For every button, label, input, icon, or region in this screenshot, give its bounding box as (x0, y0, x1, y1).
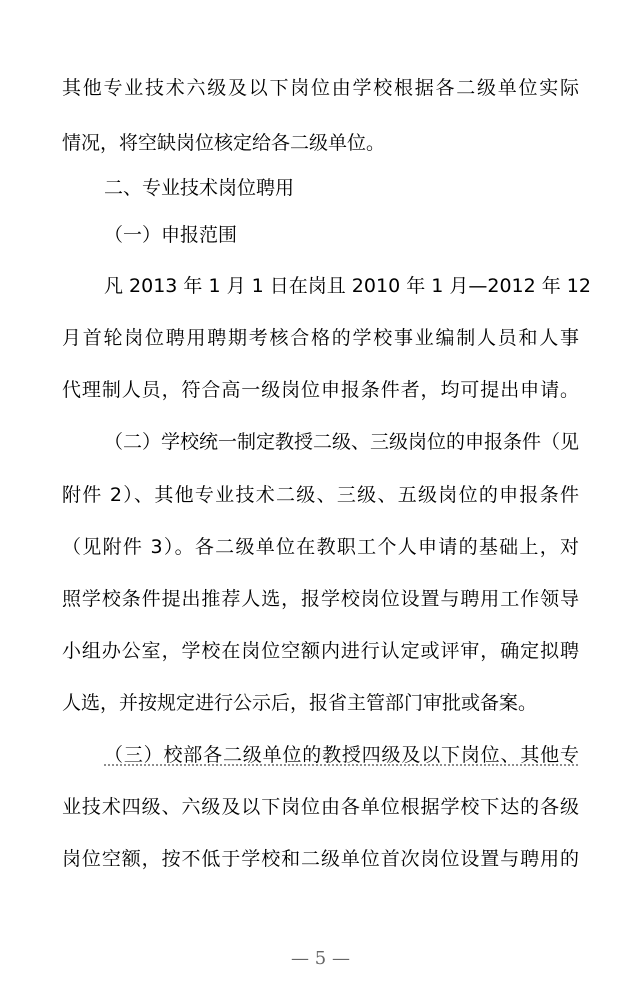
paragraph-line-10: （见附件 3）。各二级单位在教职工个人申请的基础上，对 (62, 536, 579, 558)
paragraph-line-11: 照学校条件提出推荐人选，报学校岗位设置与聘用工作领导 (62, 588, 579, 610)
paragraph-line-2: 情况，将空缺岗位核定给各二级单位。 (62, 132, 386, 154)
paragraph-line-15: 业技术四级、六级及以下岗位由各单位根据学校下达的各级 (62, 796, 579, 818)
paragraph-line-1: 其他专业技术六级及以下岗位由学校根据各二级单位实际 (62, 77, 579, 99)
paragraph-line-16: 岗位空额，按不低于学校和二级单位首次岗位设置与聘用的 (62, 848, 579, 870)
subsection-heading: （一）申报范围 (104, 224, 238, 246)
paragraph-line-5: 凡 2013 年 1 月 1 日在岗且 2010 年 1 月—2012 年 12 (104, 275, 591, 297)
paragraph-line-6: 月首轮岗位聘用聘期考核合格的学校事业编制人员和人事 (62, 327, 579, 349)
paragraph-line-14: （三）校部各二级单位的教授四级及以下岗位、其他专 (104, 744, 579, 766)
paragraph-line-12: 小组办公室，学校在岗位空额内进行认定或评审，确定拟聘 (62, 640, 579, 662)
paragraph-line-8: （二）学校统一制定教授二级、三级岗位的申报条件（见 (104, 431, 580, 453)
paragraph-line-9: 附件 2）、其他专业技术二级、三级、五级岗位的申报条件 (62, 484, 579, 506)
paragraph-line-13: 人选，并按规定进行公示后，报省主管部门审批或备案。 (62, 692, 538, 714)
paragraph-line-7: 代理制人员，符合高一级岗位申报条件者，均可提出申请。 (62, 379, 579, 401)
page-number: — 5 — (291, 948, 350, 969)
section-heading: 二、专业技术岗位聘用 (104, 177, 295, 199)
